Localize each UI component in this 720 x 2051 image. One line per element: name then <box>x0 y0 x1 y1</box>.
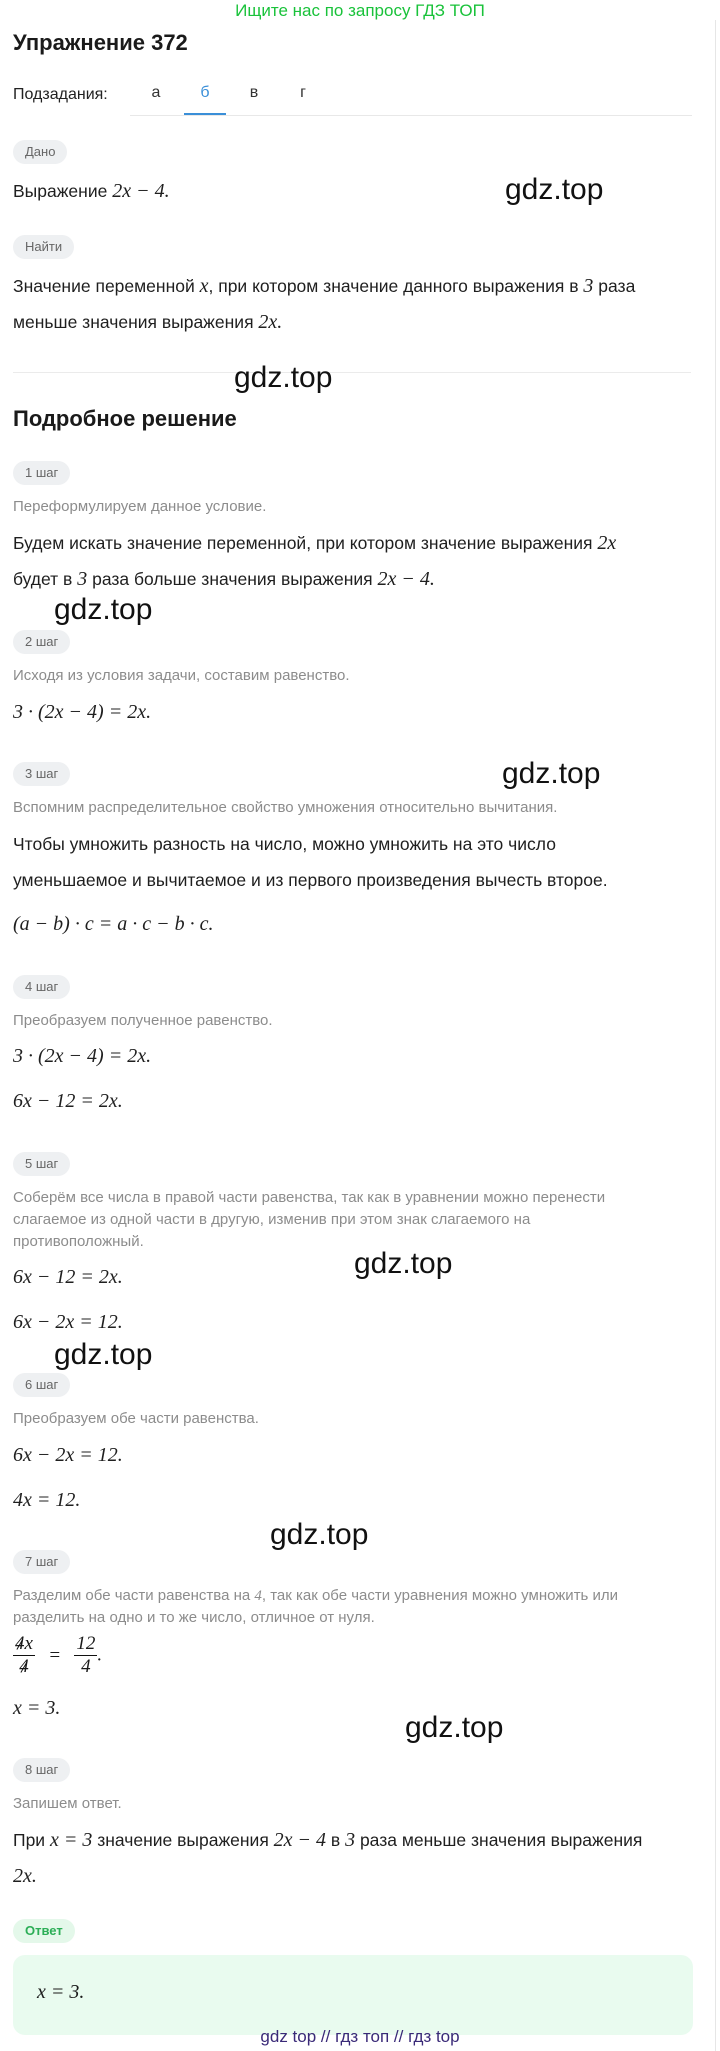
find-expression: 2x. <box>258 311 283 333</box>
fraction-right <box>74 1633 97 1678</box>
step-math: 3 <box>345 1829 356 1851</box>
step-text-part: Будем искать значение переменной, при котором значение выражения <box>13 533 598 553</box>
step-equation: 6x − 12 = 2x. <box>13 1266 123 1288</box>
equals-sign: = <box>48 1644 62 1666</box>
find-variable: x <box>199 275 209 297</box>
step-hint <box>13 1585 693 1607</box>
step-text-part: в <box>326 1830 346 1850</box>
step-math: 2x − 4. <box>377 568 435 590</box>
step-badge: 4 шаг <box>13 975 70 999</box>
step-hint: Вспомним распределительное свойство умножения относительно вычитания. <box>13 799 558 816</box>
watermark: gdz.top <box>54 1338 153 1371</box>
step-equation: 6x − 12 = 2x. <box>13 1090 123 1112</box>
tab-b[interactable]: б <box>200 84 210 101</box>
watermark: gdz.top <box>234 361 333 394</box>
answer-badge: Ответ <box>13 1919 75 1943</box>
find-number: 3 <box>583 275 594 297</box>
find-line-2 <box>13 304 693 340</box>
step-hint: Исходя из условия задачи, составим равенство. <box>13 667 350 684</box>
step-text: уменьшаемое и вычитаемое и из первого произведения вычесть второе. <box>13 870 608 890</box>
footer-links[interactable]: gdz top // гдз топ // гдз top <box>260 2027 460 2046</box>
fraction-left <box>13 1633 35 1678</box>
step-text-part: раза меньше значения выражения <box>355 1830 643 1850</box>
step-text-part: значение выражения <box>92 1830 274 1850</box>
fraction-equation <box>13 1633 102 1678</box>
step-badge: 2 шаг <box>13 630 70 654</box>
solution-title: Подробное решение <box>13 406 237 431</box>
step-hint: Запишем ответ. <box>13 1795 122 1812</box>
step-text-part: будет в <box>13 569 78 589</box>
step-text <box>13 525 693 561</box>
answer-box <box>13 1955 693 2035</box>
step-badge: 3 шаг <box>13 762 70 786</box>
watermark: gdz.top <box>405 1711 504 1744</box>
watermark: gdz.top <box>354 1247 453 1280</box>
step-text <box>13 561 693 597</box>
find-line-1 <box>13 268 693 304</box>
watermark: gdz.top <box>505 173 604 206</box>
step-text-part: При <box>13 1830 50 1850</box>
cancelled-digit: 4 <box>15 1633 25 1654</box>
step-hint: разделить на одно и то же число, отличное от нуля. <box>13 1609 375 1626</box>
step-math: x = 3 <box>49 1829 93 1851</box>
find-text: раза <box>593 276 636 296</box>
step-equation: 6x − 2x = 12. <box>13 1311 123 1333</box>
step-equation: 3 · (2x − 4) = 2x. <box>13 701 152 723</box>
answer-value: x = 3. <box>37 1981 85 2003</box>
step-badge: 5 шаг <box>13 1152 70 1176</box>
given-badge: Дано <box>13 140 67 164</box>
find-text: Значение переменной <box>13 276 200 296</box>
step-badge: 6 шаг <box>13 1373 70 1397</box>
section-divider <box>13 372 691 373</box>
step-hint: Преобразуем полученное равенство. <box>13 1012 273 1029</box>
step-math: 2x − 4 <box>273 1829 327 1851</box>
step-math: 3 <box>77 568 88 590</box>
fraction-variable: x <box>24 1633 33 1654</box>
step-equation: 3 · (2x − 4) = 2x. <box>13 1045 152 1067</box>
find-text: меньше значения выражения <box>13 312 259 332</box>
page-title: Упражнение 372 <box>13 30 188 55</box>
tabs-divider <box>130 115 692 116</box>
cancelled-digit: 4 <box>19 1656 29 1677</box>
step-equation: 4x = 12. <box>13 1489 81 1511</box>
step-equation: 6x − 2x = 12. <box>13 1444 123 1466</box>
period: . <box>97 1644 103 1666</box>
step-hint: Преобразуем обе части равенства. <box>13 1410 259 1427</box>
step-hint-part: Разделим обе части равенства на <box>13 1587 255 1604</box>
step-text-part: раза больше значения выражения <box>87 569 378 589</box>
scroll-divider <box>715 20 716 2051</box>
step-badge: 8 шаг <box>13 1758 70 1782</box>
step-hint: Переформулируем данное условие. <box>13 498 267 515</box>
step-hint: Соберём все числа в правой части равенства, так как в уравнении можно перенести <box>13 1189 606 1206</box>
find-text: , при котором значение данного выражения в <box>208 276 584 296</box>
tab-v[interactable]: в <box>249 84 259 101</box>
step-math: 2x <box>597 532 617 554</box>
subtasks-label: Подзадания: <box>13 86 108 103</box>
given-expression: 2x − 4. <box>112 180 170 202</box>
active-tab-indicator <box>184 113 226 115</box>
watermark: gdz.top <box>54 593 153 626</box>
step-hint-math: 4 <box>254 1588 262 1604</box>
find-badge: Найти <box>13 235 74 259</box>
step-text: Чтобы умножить разность на число, можно умножить на это число <box>13 834 556 854</box>
watermark: gdz.top <box>270 1518 369 1551</box>
step-math-line: 2x. <box>13 1865 37 1887</box>
given-prefix: Выражение <box>13 181 113 201</box>
step-hint: слагаемое из одной части в другую, изменив при этом знак слагаемого на <box>13 1211 531 1228</box>
step-hint-part: , так как обе части уравнения можно умножить или <box>261 1587 619 1604</box>
step-text <box>13 1822 693 1858</box>
fraction-numerator: 12 <box>76 1633 96 1654</box>
step-equation: x = 3. <box>13 1697 61 1719</box>
step-hint: противоположный. <box>13 1233 144 1250</box>
fraction-denominator: 4 <box>81 1656 91 1677</box>
search-banner[interactable]: Ищите нас по запросу ГДЗ ТОП <box>235 1 485 20</box>
step-badge: 1 шаг <box>13 461 70 485</box>
step-equation: (a − b) · c = a · c − b · c. <box>13 913 214 935</box>
step-badge: 7 шаг <box>13 1550 70 1574</box>
tab-a[interactable]: а <box>151 84 161 101</box>
watermark: gdz.top <box>502 757 601 790</box>
tab-g[interactable]: г <box>300 84 306 101</box>
